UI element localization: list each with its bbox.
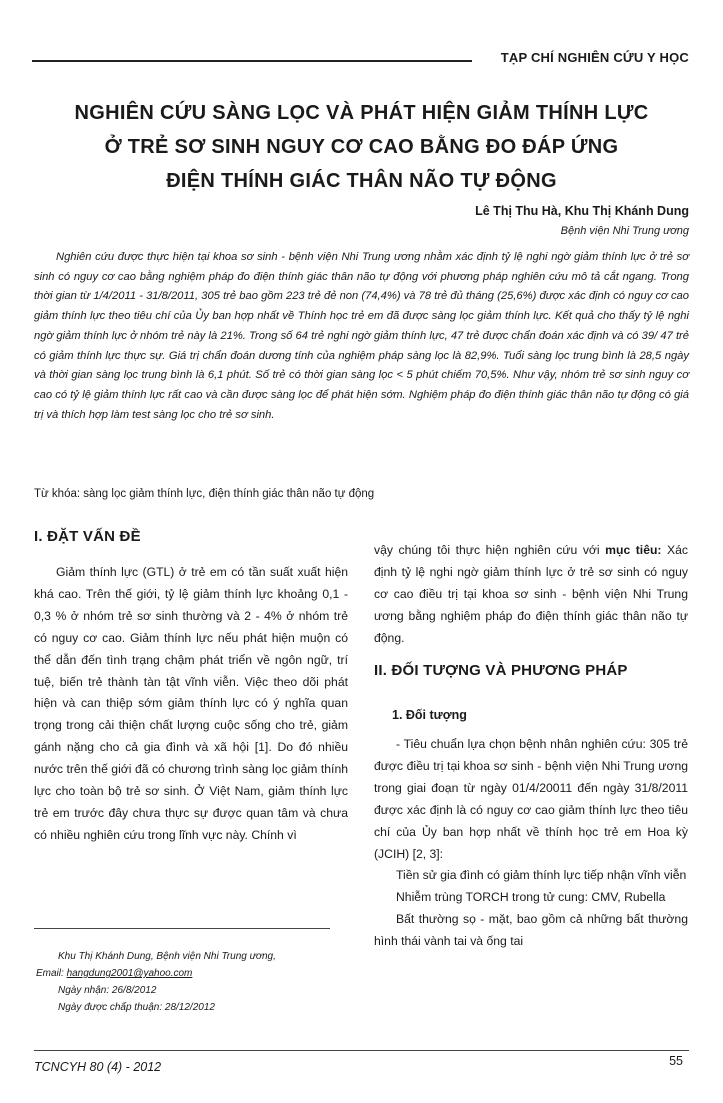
email-link[interactable]: hangdung2001@yahoo.com — [66, 968, 193, 979]
footer-citation: TCNCYH 80 (4) - 2012 — [34, 1060, 162, 1074]
journal-name: TẠP CHÍ NGHIÊN CỨU Y HỌC — [500, 50, 689, 65]
objective-text-pre: vậy chúng tôi thực hiện nghiên cứu với — [374, 543, 606, 557]
objective-paragraph — [374, 540, 688, 650]
intro-paragraph: Giảm thính lực (GTL) ở trẻ em có tần suất xuất hiện khá cao. Trên thế giới, tỷ lệ giảm thính lực khoảng 0,1 - 0,3 % ở nhóm trẻ sơ sinh thường và 2 - 4% ở nhóm trẻ có nguy cơ cao. Giảm thính lực nếu phát hiện muộn có thể dẫn đến tình trạng chậm phát triển về ngôn ngữ, trí tuệ, biến trẻ thành tàn tật vĩnh viễn. Việc theo dõi phát hiện và can thiệp sớm giảm thính lực có ý nghĩa quan trọng trong cải thiện chất lượng cuộc sống cho trẻ, giảm gánh nặng cho cả gia đình và xã hội [1]. Do đó nhiều nước trên thế giới đã có chương trình sàng lọc giảm thính lực cho toàn bộ trẻ sơ sinh. Ở Việt Nam, giảm thính lực trẻ em trước đây chưa thực sự được quan tâm và chưa có nhiều nghiên cứu trong lĩnh vực này. Chính vì — [34, 565, 348, 842]
objective-text-post: Xác định tỷ lệ nghi ngờ giảm thính lực ở trẻ sơ sinh có nguy cơ cao điều trị tại khoa sơ sinh - bệnh viện Nhi Trung ương bằng nghiệm pháp đo điện thính giác thân não tự động. — [374, 543, 689, 645]
received-date: Ngày nhận: 26/8/2012 — [58, 985, 157, 996]
page-number: 55 — [669, 1054, 683, 1068]
footnote-rule — [34, 928, 330, 929]
footer-rule — [34, 1050, 689, 1051]
criteria-item: Bất thường sọ - mặt, bao gồm cả những bất thường hình thái vành tai và ống tai — [374, 912, 688, 949]
abstract: Nghiên cứu được thực hiện tại khoa sơ sinh - bệnh viện Nhi Trung ương nhằm xác định tỷ lệ nghi ngờ giảm thính lực ở trẻ sơ sinh có nguy cơ cao bằng nghiệm pháp đo điện thính giác thân não tự động với phương pháp nghiên cứu mô tả cắt ngang. Trong thời gian từ 1/4/2011 - 31/8/2011, 305 trẻ bao gồm 223 trẻ đẻ non (74,4%) và 78 trẻ đủ tháng (25,6%) được xác định có nguy cơ cao giảm thính lực theo tiêu chí của Ủy ban hợp nhất về Thính học trẻ em đã được sàng lọc giảm thính lực. Kết quả cho thấy tỷ lệ nghi ngờ giảm thính lực ở nhóm trẻ này là 21%. Trong số 64 trẻ nghi ngờ giảm thính lực, 47 trẻ được chẩn đoán xác định và có 39/ 47 trẻ có giảm thính lực thực sự. Giá trị chẩn đoán dương tính của nghiệm pháp sàng lọc là 82,9%. Tuổi sàng lọc trung bình là 28,5 ngày và thời gian sàng lọc trung bình là 6,1 phút. Số trẻ có thời gian sàng lọc < 5 phút chiếm 70,5%. Như vậy, nhóm trẻ sơ sinh nguy cơ cao có tỷ lệ giảm thính lực rất cao và cần được sàng lọc để phát hiện sớm. Nghiệm pháp đo điện thính giác thân não tự động có giá trị và thích hợp làm test sàng lọc cho trẻ sơ sinh. — [34, 251, 689, 421]
right-column — [374, 540, 688, 650]
corresponding-author: Khu Thị Khánh Dung, Bệnh viện Nhi Trung ương, — [58, 951, 276, 962]
article-title — [40, 96, 683, 198]
left-column — [34, 562, 348, 847]
criteria-paragraph: - Tiêu chuẩn lựa chọn bệnh nhân nghiên cứu: 305 trẻ được điều trị tại khoa sơ sinh - bệnh viện Nhi Trung ương trong giai đoạn từ ngày 01/4/20011 đến ngày 31/8/2011 được xác định là có nguy cơ cao giảm thính lực theo tiêu chí của Ủy ban hợp nhất về thính học trẻ em Hoa kỳ (JCIH) [2, 3]: — [374, 737, 688, 861]
subsection-heading-subjects: 1. Đối tượng — [392, 708, 467, 722]
running-header — [32, 46, 689, 76]
header-rule — [32, 60, 472, 62]
email-label: Email: — [36, 968, 67, 979]
accepted-date: Ngày được chấp thuận: 28/12/2012 — [58, 1002, 215, 1013]
email-line — [36, 965, 348, 982]
section-heading-introduction: I. ĐẶT VẤN ĐỀ — [34, 528, 141, 545]
criteria-item: Nhiễm trùng TORCH trong tử cung: CMV, Rubella — [396, 890, 666, 905]
footnote — [36, 948, 348, 1016]
criteria-item: Tiền sử gia đình có giảm thính lực tiếp nhận vĩnh viễn — [396, 868, 687, 883]
right-column-methods — [374, 734, 688, 953]
title-line: NGHIÊN CỨU SÀNG LỌC VÀ PHÁT HIỆN GIẢM THÍNH LỰC — [74, 102, 649, 124]
authors: Lê Thị Thu Hà, Khu Thị Khánh Dung — [475, 204, 689, 218]
keywords-text: sàng lọc giảm thính lực, điện thính giác thân não tự động — [80, 488, 375, 500]
affiliation: Bệnh viện Nhi Trung ương — [560, 225, 689, 237]
keywords — [34, 488, 689, 500]
objective-label: mục tiêu: — [605, 543, 662, 557]
title-line: Ở TRẺ SƠ SINH NGUY CƠ CAO BẰNG ĐO ĐÁP ỨNG — [104, 136, 619, 158]
section-heading-methods: II. ĐỐI TƯỢNG VÀ PHƯƠNG PHÁP — [374, 662, 628, 679]
keywords-label: Từ khóa: — [34, 488, 81, 500]
title-line: ĐIỆN THÍNH GIÁC THÂN NÃO TỰ ĐỘNG — [166, 170, 557, 192]
